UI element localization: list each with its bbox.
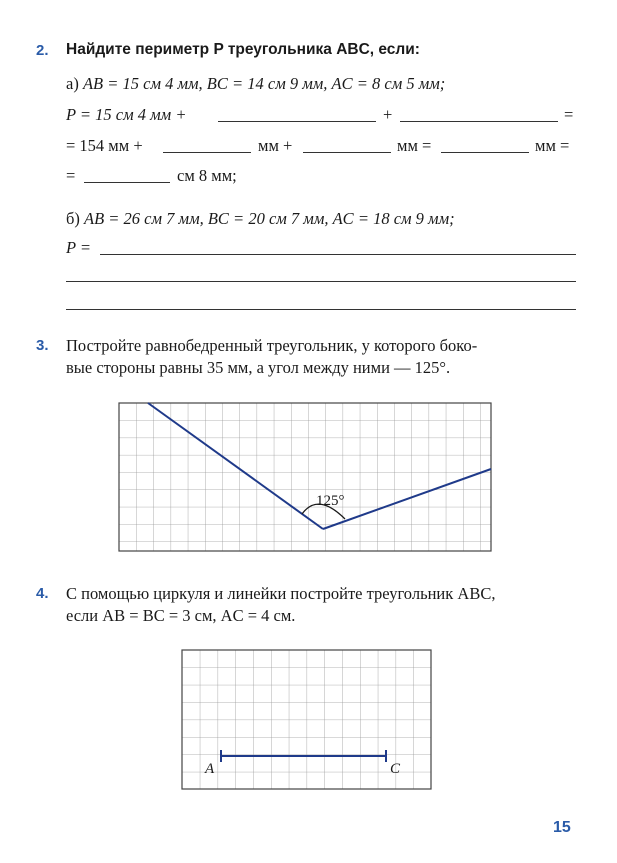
task2a-label: а) xyxy=(66,74,79,93)
task4-text-line1: С помощью циркуля и линейки постройте треугольник ABC, xyxy=(66,584,496,603)
task2a-line2-start: = 154 мм + xyxy=(66,136,143,155)
equals-sign: = xyxy=(564,105,574,124)
task2b-conditions: AB = 26 см 7 мм, BC = 20 см 7 мм, AC = 18 см 9 мм; xyxy=(84,209,455,228)
task2b-line1-start: P = xyxy=(66,238,92,257)
task3-grid xyxy=(119,403,491,551)
task3-text-line2: вые стороны равны 35 мм, а угол между ними — 125°. xyxy=(66,358,451,377)
angle-label: 125° xyxy=(316,493,345,509)
page-number: 15 xyxy=(553,819,571,836)
task2a-line3-end: см 8 мм; xyxy=(177,166,237,185)
task2a-line3-start: = xyxy=(66,166,76,185)
task4-text xyxy=(66,583,578,627)
plus-sign: + xyxy=(383,105,393,124)
task2b-label: б) xyxy=(66,209,80,228)
task2-title: Найдите периметр P треугольника ABC, если: xyxy=(66,41,420,58)
task2a-conditions: AB = 15 см 4 мм, BC = 14 см 9 мм, AC = 8 см 5 мм; xyxy=(82,74,446,93)
mm-eq-end-label: мм = xyxy=(535,136,570,155)
task4-number: 4. xyxy=(36,585,49,602)
point-c-label: C xyxy=(390,761,401,777)
task2a-line1-start: P = 15 см 4 мм + xyxy=(66,105,187,124)
task2-number: 2. xyxy=(36,42,49,59)
point-a-label: A xyxy=(205,761,215,777)
task4-text-line2: если AB = BC = 3 см, AC = 4 см. xyxy=(66,606,296,625)
task3-number: 3. xyxy=(36,337,49,354)
mm-eq-label: мм = xyxy=(397,136,432,155)
task3-text-line1: Постройте равнобедренный треугольник, у которого боко- xyxy=(66,336,478,355)
mm-plus-label: мм + xyxy=(258,136,293,155)
